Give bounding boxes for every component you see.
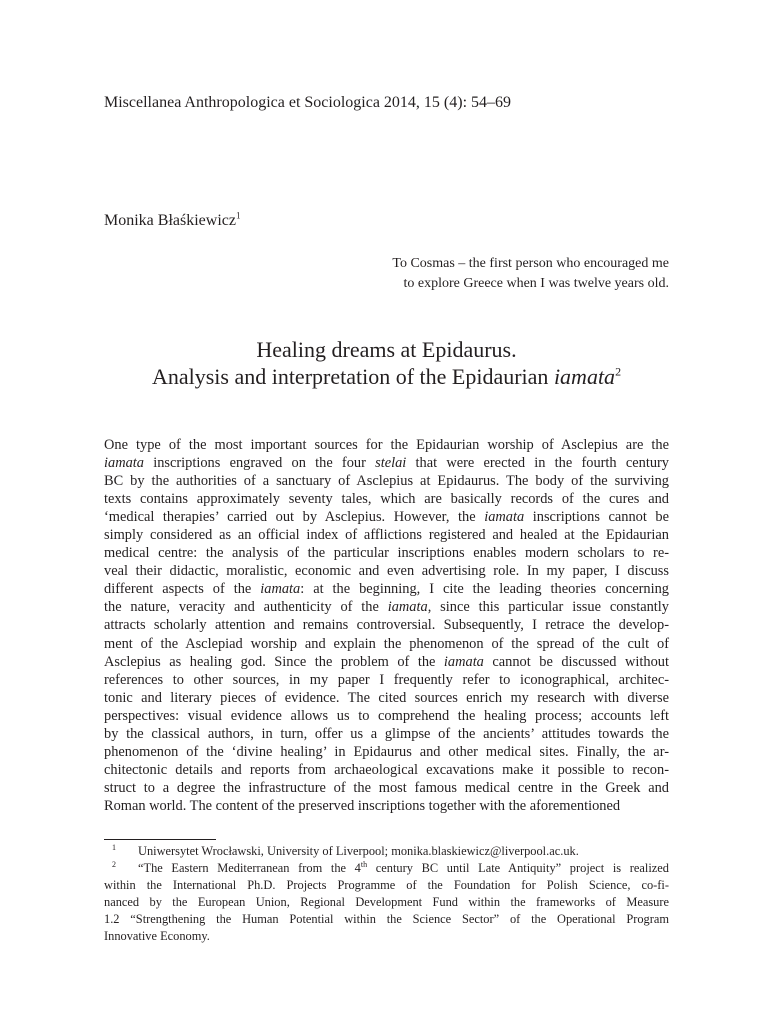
abstract-line bbox=[104, 598, 669, 616]
abstract-text: phenomenon of the ‘divine healing’ in Epidaurus and other medical sites. Finally, the ar- bbox=[104, 743, 669, 760]
abstract-line bbox=[104, 472, 669, 490]
abstract-text: the nature, veracity and authenticity of the bbox=[104, 599, 388, 616]
abstract-text: different aspects of the bbox=[104, 581, 261, 598]
abstract-italic-term: stelai bbox=[375, 455, 407, 472]
abstract-line bbox=[104, 707, 669, 725]
abstract-line bbox=[104, 436, 669, 454]
title-line-2-text: Analysis and interpretation of the Epidaurian bbox=[151, 364, 554, 389]
title-line-1: Healing dreams at Epidaurus. bbox=[256, 337, 517, 362]
author-footnote-ref[interactable]: 1 bbox=[235, 210, 241, 221]
abstract-line bbox=[104, 689, 669, 707]
dedication-line: to explore Greece when I was twelve years old. bbox=[403, 276, 669, 291]
abstract-line bbox=[104, 454, 669, 472]
footnote-line: nanced by the European Union, Regional Development Fund within the frameworks of Measure bbox=[104, 895, 669, 909]
footnote-text: century BC until Late Antiquity” project is realized bbox=[367, 861, 669, 875]
abstract-paragraph bbox=[104, 436, 669, 815]
abstract-text: texts contains approximately seventy tales, which are basically records of the cures and bbox=[104, 491, 669, 508]
title-italic-term: iamata bbox=[553, 364, 616, 389]
dedication-line: To Cosmas – the first person who encouraged me bbox=[392, 256, 669, 271]
abstract-text: Asclepius as healing god. Since the problem of the bbox=[104, 653, 444, 670]
abstract-italic-term: iamata bbox=[260, 581, 301, 598]
abstract-text: by the classical authors, in turn, offer us a glimpse of the ancients’ attitudes towards the bbox=[104, 725, 669, 742]
abstract-text: perspectives: visual evidence allows us to comprehend the healing process; accounts left bbox=[104, 707, 669, 724]
abstract-line bbox=[104, 508, 669, 526]
abstract-text: attracts scholarly attention and remains controversial. Subsequently, I retrace the develop- bbox=[104, 617, 669, 634]
abstract-text: BC by the authorities of a sanctuary of Asclepius at Epidaurus. The body of the surviving bbox=[104, 473, 669, 490]
abstract-text: Roman world. The content of the preserved inscriptions together with the aforementioned bbox=[104, 797, 621, 814]
abstract-line bbox=[104, 635, 669, 653]
abstract-text: , since this particular issue constantly bbox=[427, 599, 669, 616]
footnote-text[interactable]: Uniwersytet Wrocławski, University of Liverpool; monika.blaskiewicz@liverpool.ac.uk. bbox=[138, 844, 579, 858]
dedication bbox=[392, 254, 669, 294]
footnote-1 bbox=[104, 843, 669, 860]
abstract-text: simply considered as an official index of afflictions registered and healed at the Epidaurian bbox=[104, 527, 669, 544]
footnote-line: 1 Uniwersytet Wrocławski, University of Liverpool; monika.blaskiewicz@liverpool.ac.uk. bbox=[112, 842, 579, 858]
abstract-text: cannot be discussed without bbox=[483, 653, 669, 670]
abstract-italic-term: iamata bbox=[387, 599, 428, 616]
abstract-line bbox=[104, 490, 669, 508]
abstract-italic-term: iamata bbox=[484, 509, 525, 526]
abstract-text: ment of the Asclepiad worship and explain the phenomenon of the spread of the cult of bbox=[104, 635, 669, 652]
footnote-line: within the International Ph.D. Projects Programme of the Foundation for Polish Science, co-fi- bbox=[104, 878, 669, 892]
abstract-line bbox=[104, 653, 669, 671]
abstract-italic-term: iamata bbox=[443, 653, 484, 670]
abstract-line bbox=[104, 562, 669, 580]
footnote-2 bbox=[104, 860, 669, 945]
footnote-line: 2 “The Eastern Mediterranean from the 4th century BC until Late Antiquity” project is realized bbox=[112, 859, 669, 875]
abstract-line bbox=[104, 761, 669, 779]
author-name: Monika Błaśkiewicz bbox=[104, 212, 236, 229]
article-title bbox=[104, 336, 669, 390]
abstract-line bbox=[104, 725, 669, 743]
abstract-text: : at the beginning, I cite the leading theories concerning bbox=[300, 581, 669, 598]
abstract-text: that were erected in the fourth century bbox=[406, 455, 669, 472]
abstract-text: inscriptions cannot be bbox=[524, 509, 669, 526]
abstract-text: references to other sources, in my paper I frequently refer to iconographical, architec- bbox=[104, 671, 669, 688]
abstract-line bbox=[104, 580, 669, 598]
abstract-text: veal their didactic, moralistic, economic and even advertising role. In my paper, I discuss bbox=[104, 563, 669, 580]
abstract-line bbox=[104, 779, 669, 797]
abstract-italic-term: iamata bbox=[104, 455, 144, 472]
abstract-text: tonic and literary pieces of evidence. The cited sources enrich my research with diverse bbox=[104, 689, 669, 706]
abstract-line bbox=[104, 544, 669, 562]
abstract-text: chitectonic details and reports from archaeological excavations make it possible to recon- bbox=[104, 761, 669, 778]
abstract-text: ‘medical therapies’ carried out by Asclepius. However, the bbox=[104, 509, 485, 526]
abstract-text: medical centre: the analysis of the particular inscriptions enables modern scholars to re- bbox=[104, 545, 669, 562]
article-page bbox=[104, 0, 669, 1024]
abstract-text: struct to a degree the infrastructure of the most famous medical centre in the Greek and bbox=[104, 779, 669, 796]
footnote-line: Innovative Economy. bbox=[104, 929, 210, 943]
footnote-text: “The Eastern Mediterranean from the 4 bbox=[138, 861, 361, 875]
abstract-line bbox=[104, 743, 669, 761]
journal-citation: Miscellanea Anthropologica et Sociologica 2014, 15 (4): 54–69 bbox=[104, 94, 512, 111]
title-line-2 bbox=[104, 363, 669, 390]
abstract-line bbox=[104, 616, 669, 634]
abstract-text: One type of the most important sources for the Epidaurian worship of Asclepius are the bbox=[104, 437, 669, 453]
abstract-line bbox=[104, 526, 669, 544]
footnote-divider bbox=[104, 839, 216, 840]
ordinal-suffix: th bbox=[360, 859, 368, 869]
footnote-line: 1.2 “Strengthening the Human Potential within the Science Sector” of the Operational Program bbox=[104, 912, 669, 926]
title-footnote-ref[interactable]: 2 bbox=[615, 364, 622, 379]
footnotes bbox=[104, 843, 669, 945]
abstract-line bbox=[104, 797, 669, 815]
author-byline bbox=[104, 211, 240, 231]
abstract-line bbox=[104, 671, 669, 689]
abstract-text: inscriptions engraved on the four bbox=[143, 455, 376, 472]
